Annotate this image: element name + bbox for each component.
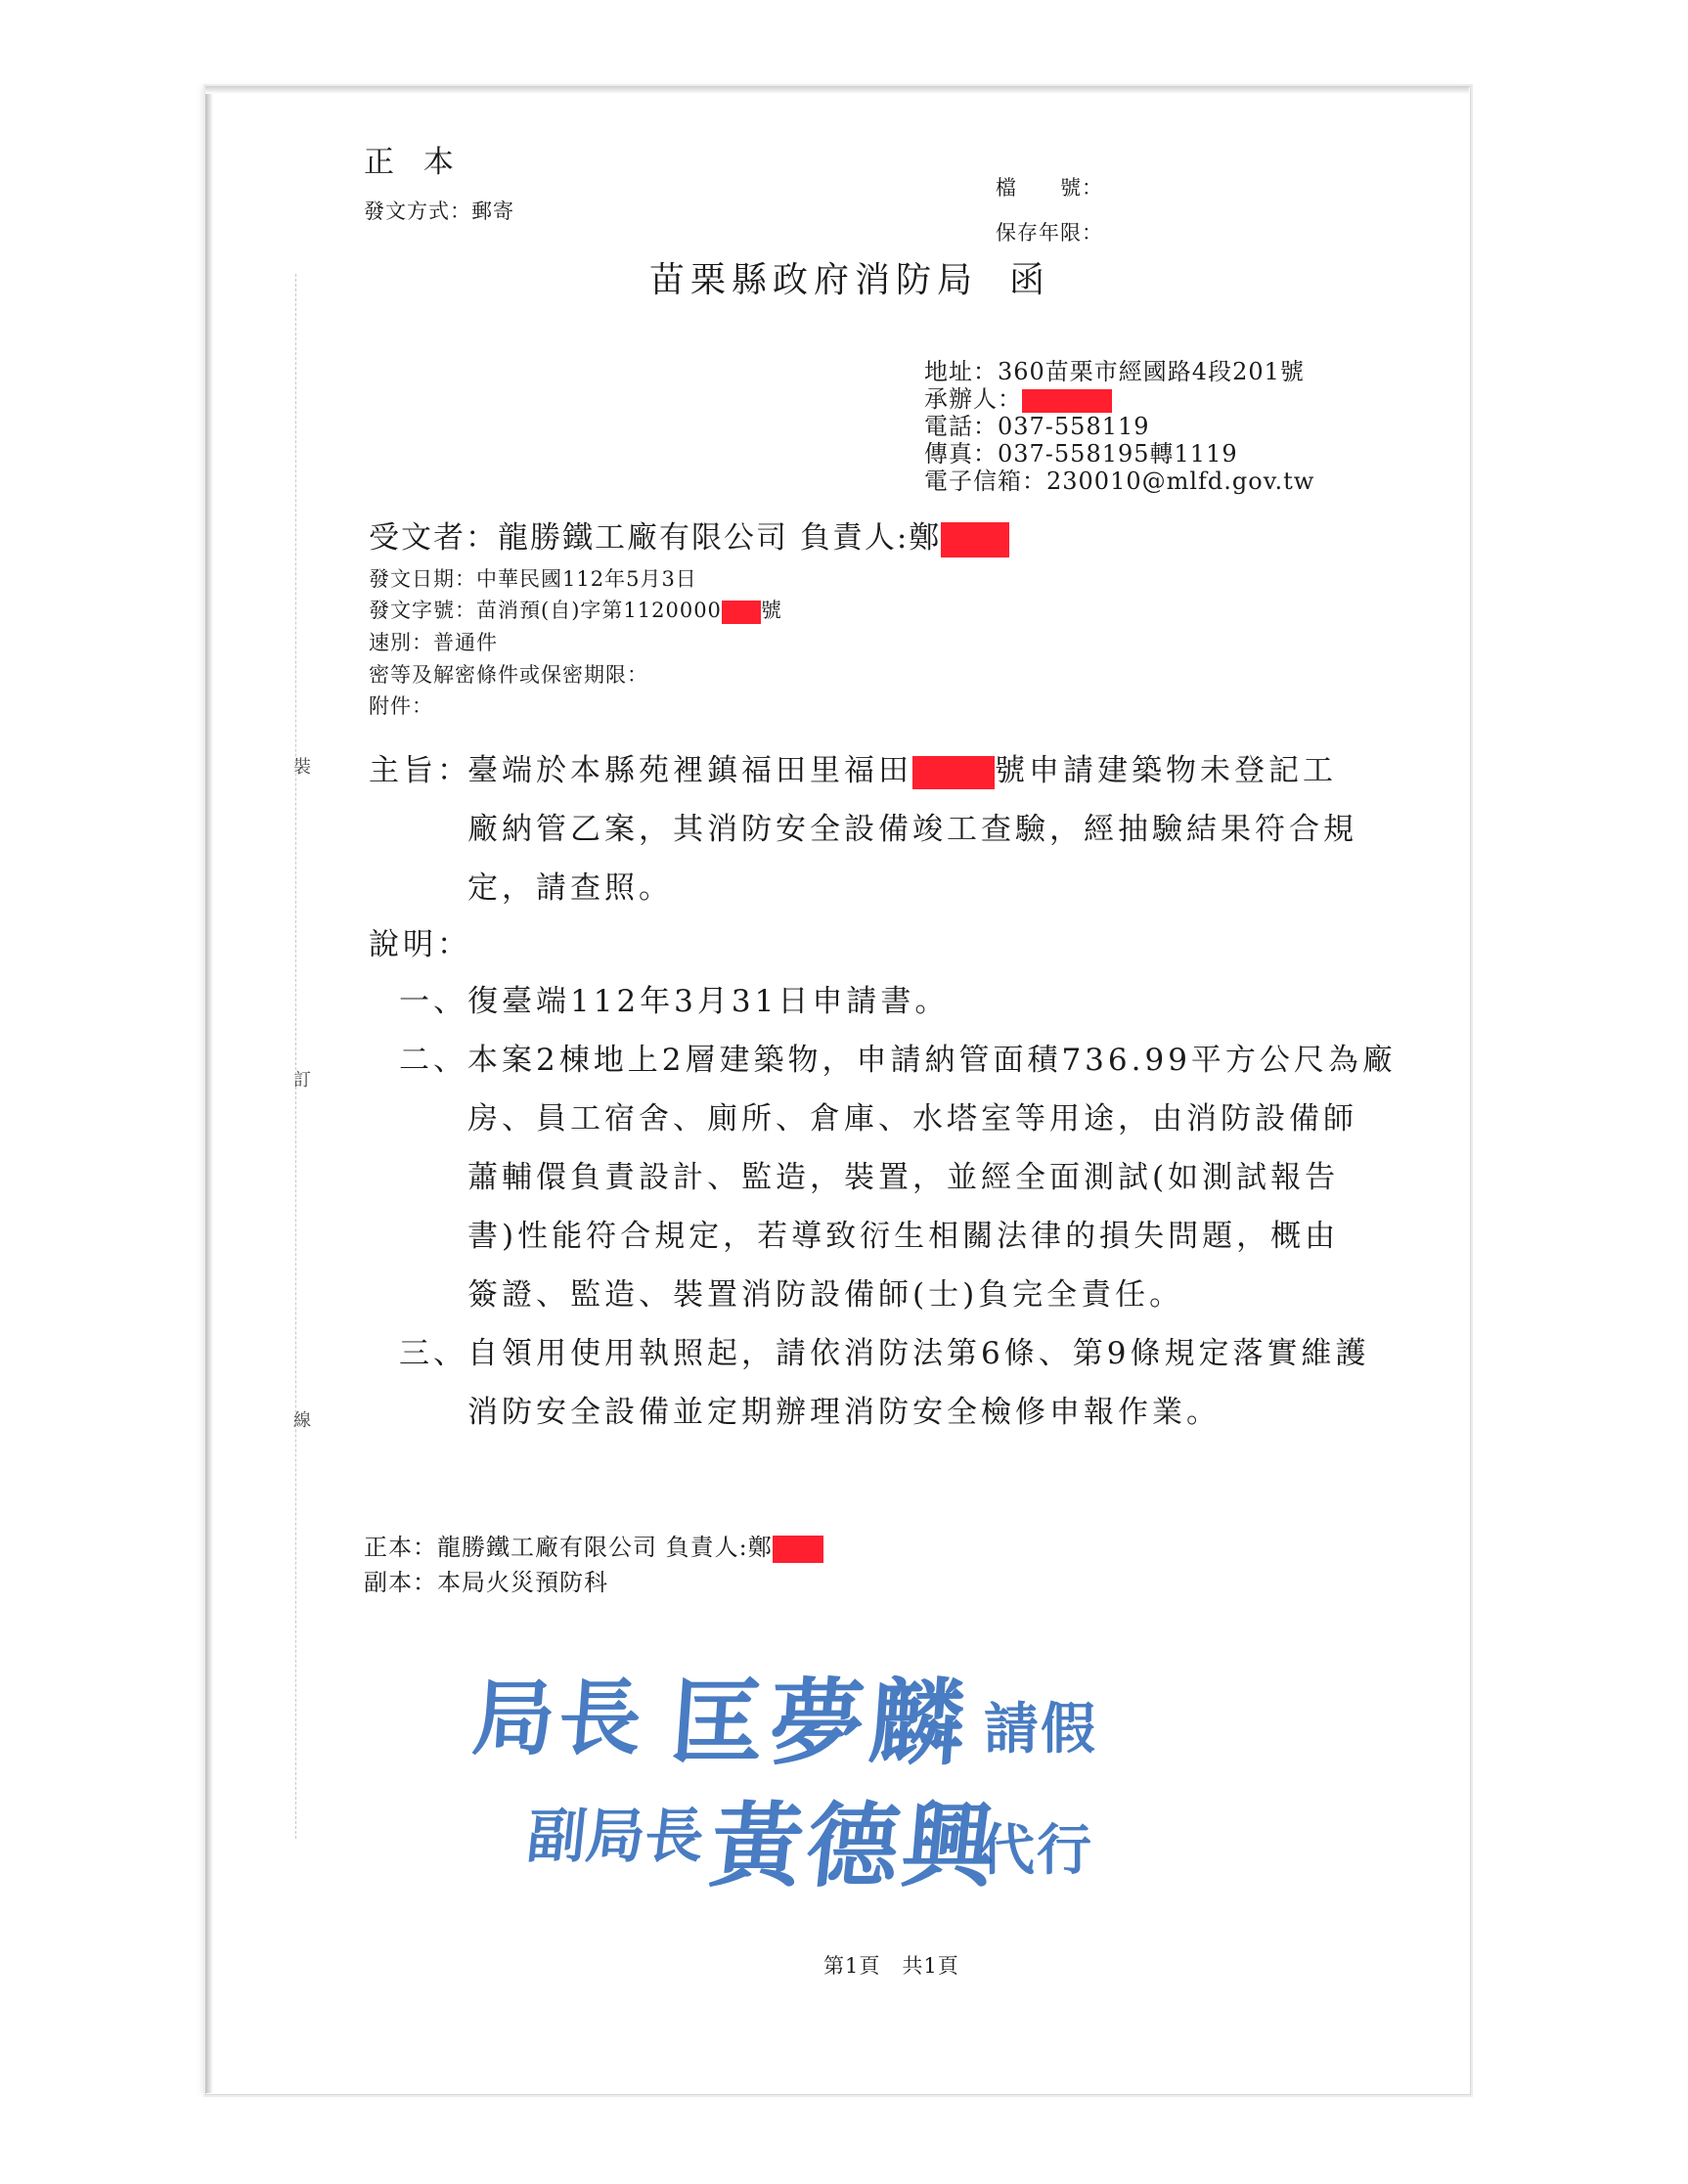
page-number: 第1頁 共1頁 <box>823 1954 959 1978</box>
speed: 速別：普通件 <box>369 631 498 654</box>
distribution-original-text: 正本：龍勝鐵工廠有限公司 負責人:鄭 <box>364 1534 773 1561</box>
explanation-item-2-line-2: 房、員工宿舍、廁所、倉庫、水塔室等用途，由消防設備師 <box>467 1101 1357 1137</box>
subject-label: 主旨： <box>369 753 471 788</box>
distribution-redaction <box>773 1536 823 1563</box>
subject-line-1a: 臺端於本縣苑裡鎮福田里福田 <box>467 753 912 788</box>
explanation-label: 說明： <box>369 927 471 962</box>
binding-line <box>295 274 296 1839</box>
explanation-item-2-line-3: 蕭輔儇負責設計、監造，裝置，並經全面測試(如測試報告 <box>467 1160 1340 1195</box>
page-top-shadow <box>205 86 1469 94</box>
distribution-original <box>364 1528 823 1563</box>
explanation-item-2-line-4: 書)性能符合規定，若導致衍生相關法律的損失問題，概由 <box>467 1219 1340 1254</box>
document-number <box>369 595 782 624</box>
page-edge-shadow <box>205 86 213 2093</box>
document-number-prefix: 發文字號：苗消預(自)字第1120000 <box>369 599 722 622</box>
stamp-deputy-name: 黃德興 <box>705 1793 1004 1900</box>
send-method: 發文方式：郵寄 <box>364 200 514 223</box>
explanation-item-2-line-1: 二、本案2棟地上2層建築物，申請納管面積736.99平方公尺為廠 <box>399 1043 1397 1078</box>
copy-type: 正 本 <box>364 145 464 180</box>
stamp-director-name: 匡夢麟 <box>666 1668 974 1778</box>
document-number-suffix: 號 <box>760 599 782 622</box>
stamp-deputy-title: 副局長 <box>523 1803 708 1871</box>
email: 電子信箱：230010@mlfd.gov.tw <box>924 468 1315 495</box>
binding-mark-3: 線 <box>293 1410 311 1431</box>
recipient-redaction <box>941 522 1009 557</box>
binding-mark-1: 裝 <box>293 757 311 778</box>
handler-label: 承辦人： <box>924 385 1022 413</box>
address: 地址：360苗栗市經國路4段201號 <box>924 358 1305 385</box>
recipient-text: 受文者：龍勝鐵工廠有限公司 負責人:鄭 <box>369 520 942 556</box>
distribution-copy: 副本：本局火災預防科 <box>364 1569 608 1596</box>
stamp-director-title: 局長 <box>469 1670 649 1766</box>
stamp-director-note: 請假 <box>984 1697 1097 1761</box>
file-number-label: 檔 號： <box>996 176 1103 200</box>
binding-mark-2: 訂 <box>293 1070 311 1091</box>
retention-label: 保存年限： <box>996 221 1103 245</box>
secrecy: 密等及解密條件或保密期限： <box>369 663 648 687</box>
stamp-deputy-note: 代行 <box>980 1818 1093 1883</box>
attachment: 附件： <box>369 694 433 718</box>
issue-date: 發文日期：中華民國112年5月3日 <box>369 567 697 591</box>
subject-line-2: 廠納管乙案，其消防安全設備竣工查驗，經抽驗結果符合規 <box>467 812 1357 847</box>
subject-line-1 <box>467 741 1337 800</box>
agency-title: 苗栗縣政府消防局 <box>649 260 979 300</box>
explanation-item-3-line-2: 消防安全設備並定期辦理消防安全檢修申報作業。 <box>467 1395 1221 1430</box>
subject-line-1b: 號申請建築物未登記工 <box>995 753 1337 788</box>
recipient-line <box>369 513 1009 557</box>
document-type: 函 <box>1009 260 1045 300</box>
document-number-redaction <box>722 601 761 624</box>
fax: 傳真：037-558195轉1119 <box>924 440 1238 468</box>
explanation-item-3-line-1: 三、自領用使用執照起，請依消防法第6條、第9條規定落實維護 <box>399 1336 1370 1371</box>
explanation-item-1: 一、復臺端112年3月31日申請書。 <box>399 984 950 1019</box>
subject-address-redaction <box>912 756 995 789</box>
explanation-item-2-line-5: 簽證、監造、裝置消防設備師(士)負完全責任。 <box>467 1277 1184 1313</box>
phone: 電話：037-558119 <box>924 413 1150 440</box>
subject-line-3: 定，請查照。 <box>467 870 673 906</box>
